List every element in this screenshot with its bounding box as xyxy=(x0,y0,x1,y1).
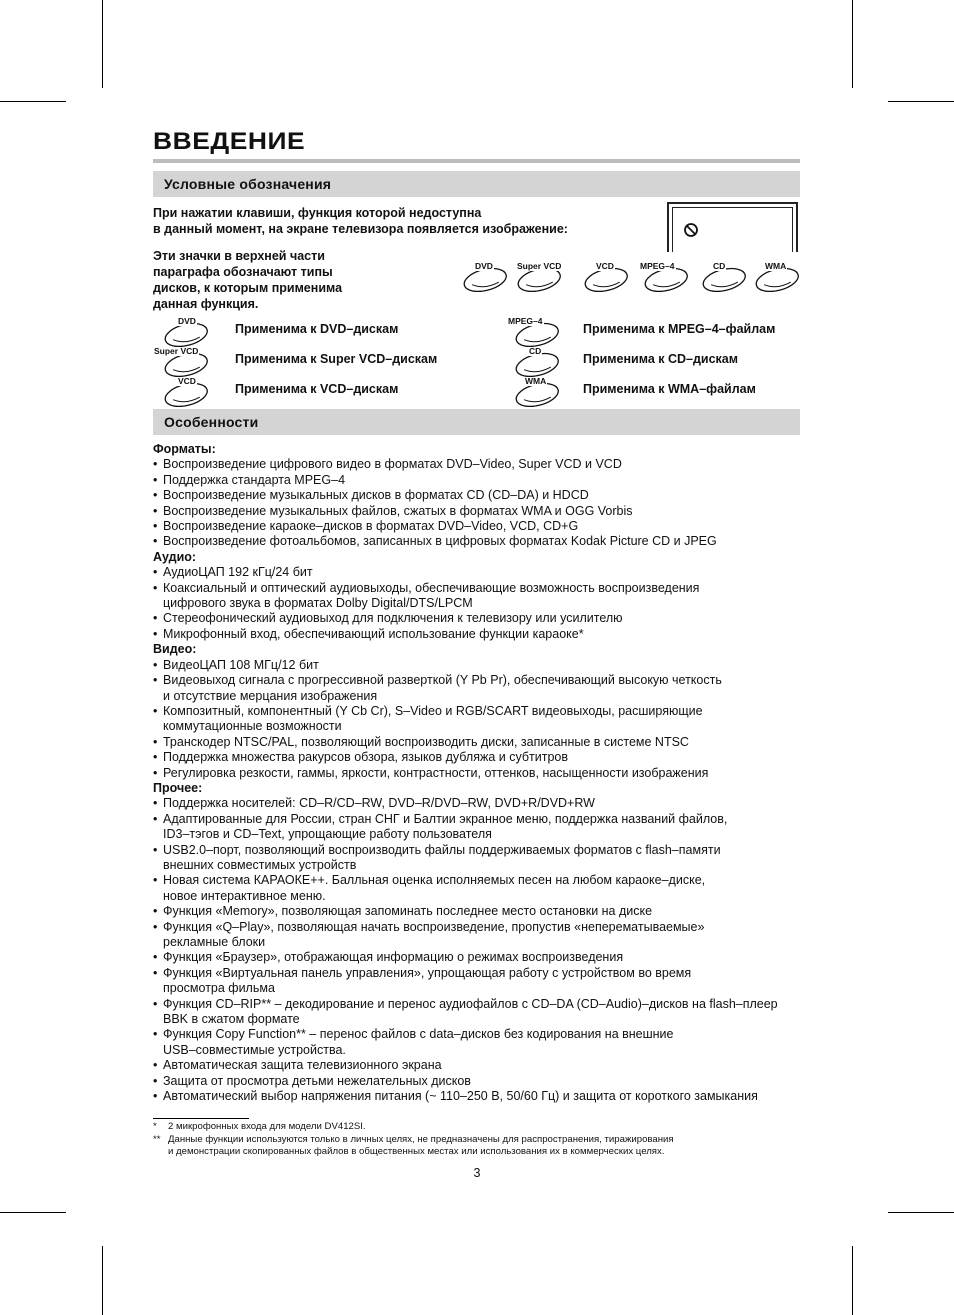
feature-item xyxy=(153,966,813,997)
feature-item xyxy=(153,457,813,472)
feature-item xyxy=(153,812,813,843)
disc-icon-label: WMA xyxy=(765,261,787,271)
crop-mark xyxy=(102,0,103,88)
feature-item xyxy=(153,1027,813,1058)
crop-mark xyxy=(852,0,853,88)
feature-item xyxy=(153,750,813,765)
footnote-mark: ** xyxy=(153,1133,161,1145)
footnote-mark: * xyxy=(153,1121,157,1132)
text-line: в данный момент, на экране телевизора появляется изображение: xyxy=(153,222,568,236)
text-line: Эти значки в верхней части xyxy=(153,249,325,263)
feature-item-line: просмотра фильма xyxy=(163,981,275,996)
feature-item xyxy=(153,504,813,519)
feature-item-line: • Воспроизведение караоке–дисков в форматах DVD–Video, VCD, CD+G xyxy=(163,519,579,534)
feature-item-line: • Автоматическая защита телевизионного экрана xyxy=(163,1058,442,1073)
feature-item-line: BBK в сжатом формате xyxy=(163,1012,300,1027)
tv-screen-illustration xyxy=(667,202,798,252)
disc-icon xyxy=(154,346,209,377)
feature-item xyxy=(153,611,813,626)
feature-item xyxy=(153,519,813,534)
icons-explanation-text xyxy=(153,248,342,312)
feature-item-line: внешних совместимых устройств xyxy=(163,857,357,872)
disc-icon xyxy=(462,261,508,292)
feature-item-line: USB–совместимые устройства. xyxy=(163,1042,346,1057)
feature-item xyxy=(153,627,813,642)
section-heading-conventions: Условные обозначения xyxy=(153,171,800,197)
feature-item-line: • Стереофонический аудиовыход для подключения к телевизору или усилителю xyxy=(163,611,623,626)
footnote-line: и демонстрации скопированных файлов в общественных местах или использования их в коммерческих целях. xyxy=(168,1146,665,1158)
feature-item-line: коммутационные возможности xyxy=(163,719,342,734)
footnote-line: Данные функции используются только в личных целях, не предназначены для распространения, тиражирования xyxy=(168,1133,674,1145)
disc-icon xyxy=(640,261,689,292)
feature-item xyxy=(153,950,813,965)
footnote xyxy=(153,1121,803,1134)
page-title: ВВЕДЕНИЕ xyxy=(153,128,306,155)
feature-item xyxy=(153,735,813,750)
disc-icon-label: CD xyxy=(713,261,726,271)
feature-item-line: ID3–тэгов и CD–Text, упрощающие работу пользователя xyxy=(163,827,492,842)
crop-mark xyxy=(888,101,954,102)
text-line: данная функция. xyxy=(153,297,259,311)
text-line: дисков, к которым применима xyxy=(153,281,343,295)
footnote-rule xyxy=(153,1118,249,1119)
feature-item xyxy=(153,873,813,904)
feature-item xyxy=(153,704,813,735)
disc-icon-label: VCD xyxy=(178,376,196,386)
feature-group-title: Прочее: xyxy=(153,780,203,795)
feature-item-line: • Функция «Memory», позволяющая запоминать последнее место остановки на диске xyxy=(163,904,653,919)
crop-mark xyxy=(102,1246,103,1315)
feature-item-line: • Автоматический выбор напряжения питания (~ 110–250 В, 50/60 Гц) и защита от короткого замыкания xyxy=(163,1089,758,1104)
disc-icon xyxy=(516,261,562,292)
disc-icon-label: VCD xyxy=(596,261,614,271)
disc-icon-label: CD xyxy=(529,346,542,356)
feature-item xyxy=(153,920,813,951)
feature-item-line: • АудиоЦАП 192 кГц/24 бит xyxy=(163,565,313,580)
legend-description: Применима к CD–дискам xyxy=(583,352,739,366)
feature-item-line: • Адаптированные для России, стран СНГ и Балтии экранное меню, поддержка названий файлов, xyxy=(163,811,728,826)
legend-description: Применима к Super VCD–дискам xyxy=(235,352,438,366)
title-rule xyxy=(153,159,800,163)
disc-icon xyxy=(163,316,209,347)
legend-description: Применима к WMA–файлам xyxy=(583,382,756,396)
feature-item xyxy=(153,473,813,488)
features-list xyxy=(153,442,813,1104)
feature-group-title: Аудио: xyxy=(153,549,197,564)
feature-item xyxy=(153,1089,813,1104)
unavailable-text xyxy=(153,205,568,237)
disc-icon-label: DVD xyxy=(475,261,493,271)
feature-item-line: • Воспроизведение фотоальбомов, записанных в цифровых форматах Kodak Picture CD и JPEG xyxy=(163,534,717,549)
feature-item xyxy=(153,673,813,704)
feature-item-line: • Коаксиальный и оптический аудиовыходы, обеспечивающие возможность воспроизведения xyxy=(163,580,700,595)
text-line: При нажатии клавиши, функция которой недоступна xyxy=(153,206,482,220)
crop-mark xyxy=(888,1212,954,1213)
crop-mark xyxy=(852,1246,853,1315)
disc-icon-label: WMA xyxy=(525,376,547,386)
feature-item-line: • Воспроизведение цифрового видео в форматах DVD–Video, Super VCD и VCD xyxy=(163,457,622,472)
legend-description: Применима к DVD–дискам xyxy=(235,322,399,336)
tv-screen-inner xyxy=(672,207,793,252)
feature-item-line: • Функция Copy Function** – перенос файлов с data–дисков без кодирования на внешние xyxy=(163,1027,674,1042)
feature-item-line: • Поддержка множества ракурсов обзора, языков дубляжа и субтитров xyxy=(163,750,568,765)
feature-item-line: • ВидеоЦАП 108 МГц/12 бит xyxy=(163,657,319,672)
feature-item-line: • Композитный, компонентный (Y Cb Cr), S–Video и RGB/SCART видеовыходы, расширяющие xyxy=(163,703,703,718)
feature-item-line: • Регулировка резкости, гаммы, яркости, контрастности, оттенков, насыщенности изображения xyxy=(163,765,709,780)
feature-item xyxy=(153,534,813,549)
disc-icon xyxy=(583,261,629,292)
disc-icon-label: DVD xyxy=(178,316,196,326)
feature-item-line: • Функция «Браузер», отображающая информацию о режимах воспроизведения xyxy=(163,950,624,965)
feature-group-title: Форматы: xyxy=(153,442,216,456)
feature-item xyxy=(153,1074,813,1089)
feature-item-line: • Воспроизведение музыкальных дисков в форматах CD (CD–DA) и HDCD xyxy=(163,488,589,503)
feature-item-line: и отсутствие мерцания изображения xyxy=(163,688,378,703)
feature-item-line: • Транскодер NTSC/PAL, позволяющий воспроизводить диски, записанные в системе NTSC xyxy=(163,734,689,749)
feature-item xyxy=(153,843,813,874)
feature-item xyxy=(153,1058,813,1073)
feature-item-line: новое интерактивное меню. xyxy=(163,888,326,903)
disc-icon xyxy=(508,316,560,347)
legend-description: Применима к MPEG–4–файлам xyxy=(583,322,776,336)
prohibited-icon xyxy=(683,222,699,238)
feature-item-line: • Поддержка носителей: CD–R/CD–RW, DVD–R/DVD–RW, DVD+R/DVD+RW xyxy=(163,796,595,811)
feature-item xyxy=(153,766,813,781)
feature-group-title: Видео: xyxy=(153,642,197,657)
text-line: параграфа обозначают типы xyxy=(153,265,333,279)
footnotes xyxy=(153,1121,803,1159)
feature-item-line: • Поддержка стандарта MPEG–4 xyxy=(163,472,346,487)
feature-item-line: • Функция «Виртуальная панель управления», упрощающая работу с устройством во время xyxy=(163,965,692,980)
feature-item xyxy=(153,565,813,580)
crop-mark xyxy=(0,1212,66,1213)
feature-item-line: • Функция CD–RIP** – декодирование и перенос аудиофайлов с CD–DA (CD–Audio)–дисков на flash–плеер xyxy=(163,996,778,1011)
disc-icon xyxy=(163,376,209,407)
feature-item-line: • Микрофонный вход, обеспечивающий использование функции караоке* xyxy=(163,626,584,641)
legend-description: Применима к VCD–дискам xyxy=(235,382,399,396)
feature-item xyxy=(153,904,813,919)
feature-item xyxy=(153,488,813,503)
disc-icon-label: Super VCD xyxy=(517,261,562,271)
section-heading-features: Особенности xyxy=(153,409,800,435)
disc-icon xyxy=(514,346,560,377)
feature-item xyxy=(153,581,813,612)
crop-mark xyxy=(0,101,66,102)
feature-item-line: • Новая система КАРАОКЕ++. Балльная оценка исполняемых песен на любом караоке–диске, xyxy=(163,873,706,888)
disc-icon xyxy=(754,261,800,292)
page-number: 3 xyxy=(473,1166,481,1180)
disc-icon-label: Super VCD xyxy=(154,346,199,356)
feature-item-line: • USB2.0–порт, позволяющий воспроизводить файлы поддерживаемых форматов с flash–памяти xyxy=(163,842,721,857)
disc-icon xyxy=(514,376,560,407)
disc-icon-label: MPEG–4 xyxy=(508,316,543,326)
feature-item-line: • Защита от просмотра детьми нежелательных дисков xyxy=(163,1073,471,1088)
disc-icon xyxy=(701,261,747,292)
footnote-line: 2 микрофонных входа для модели DV412SI. xyxy=(168,1121,366,1132)
feature-item-line: • Воспроизведение музыкальных файлов, сжатых в форматах WMA и OGG Vorbis xyxy=(163,503,633,518)
feature-item-line: цифрового звука в форматах Dolby Digital/DTS/LPCM xyxy=(163,596,473,611)
feature-item-line: рекламные блоки xyxy=(163,935,266,949)
footnote xyxy=(153,1134,803,1159)
feature-item xyxy=(153,796,813,811)
feature-item-line: • Функция «Q–Play», позволяющая начать воспроизведение, пропустив «неперематываемые» xyxy=(163,919,705,934)
feature-item-line: • Видеовыход сигнала с прогрессивной разверткой (Y Pb Pr), обеспечивающий высокую четкость xyxy=(163,673,722,688)
disc-icon-label: MPEG–4 xyxy=(640,261,675,271)
feature-item xyxy=(153,997,813,1028)
feature-item xyxy=(153,658,813,673)
